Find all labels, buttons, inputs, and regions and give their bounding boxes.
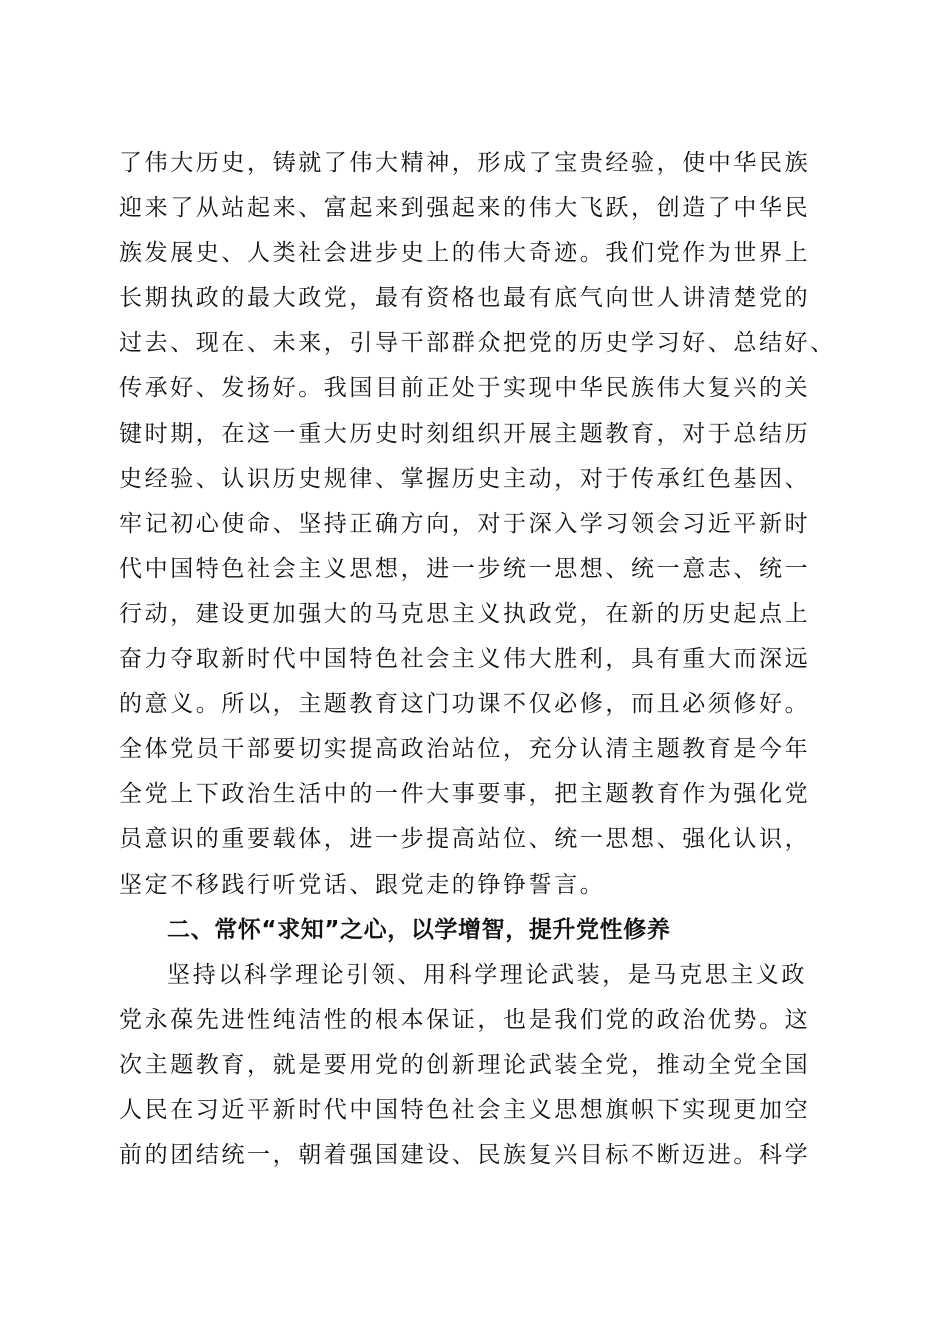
paragraph-line: 长期执政的最大政党，最有资格也最有底气向世人讲清楚党的 — [119, 285, 811, 312]
paragraph-line: 奋力夺取新时代中国特色社会主义伟大胜利，具有重大而深远 — [119, 646, 811, 673]
paragraph-line: 前的团结统一，朝着强国建设、民族复兴目标不断迈进。科学 — [119, 1142, 811, 1169]
paragraph-line: 了伟大历史，铸就了伟大精神，形成了宝贵经验，使中华民族 — [119, 150, 811, 176]
paragraph-line: 行动，建设更加强大的马克思主义执政党，在新的历史起点上 — [119, 600, 811, 627]
paragraph-line: 代中国特色社会主义思想，进一步统一思想、统一意志、统一 — [119, 555, 811, 582]
paragraph-line: 全体党员干部要切实提高政治站位，充分认清主题教育是今年 — [119, 736, 811, 763]
paragraph-line: 迎来了从站起来、富起来到强起来的伟大飞跃，创造了中华民 — [119, 195, 811, 222]
paragraph-line: 次主题教育，就是要用党的创新理论武装全党，推动全党全国 — [119, 1051, 811, 1078]
document-body — [119, 141, 849, 1178]
section-heading: 二、常怀“求知”之心，以学增智，提升党性修养 — [167, 916, 671, 943]
paragraph-line: 全党上下政治生活中的一件大事要事，把主题教育作为强化党 — [119, 781, 811, 808]
paragraph-line: 的意义。所以，主题教育这门功课不仅必修，而且必须修好。 — [119, 691, 811, 718]
paragraph-line: 坚持以科学理论引领、用科学理论武装，是马克思主义政 — [167, 961, 807, 988]
paragraph-line: 坚定不移践行听党话、跟党走的铮铮誓言。 — [119, 871, 606, 898]
paragraph-line: 史经验、认识历史规律、掌握历史主动，对于传承红色基因、 — [119, 465, 811, 492]
paragraph-line: 族发展史、人类社会进步史上的伟大奇迹。我们党作为世界上 — [119, 240, 811, 267]
paragraph-line: 牢记初心使命、坚持正确方向，对于深入学习领会习近平新时 — [119, 510, 811, 537]
paragraph-line: 党永葆先进性纯洁性的根本保证，也是我们党的政治优势。这 — [119, 1006, 811, 1033]
paragraph-line: 传承好、发扬好。我国目前正处于实现中华民族伟大复兴的关 — [119, 375, 811, 402]
paragraph-line: 人民在习近平新时代中国特色社会主义思想旗帜下实现更加空 — [119, 1096, 811, 1123]
paragraph-line: 键时期，在这一重大历史时刻组织开展主题教育，对于总结历 — [119, 420, 811, 447]
paragraph-line: 员意识的重要载体，进一步提高站位、统一思想、强化认识， — [119, 826, 811, 853]
paragraph-line: 过去、现在、未来，引导干部群众把党的历史学习好、总结好、 — [119, 330, 836, 357]
